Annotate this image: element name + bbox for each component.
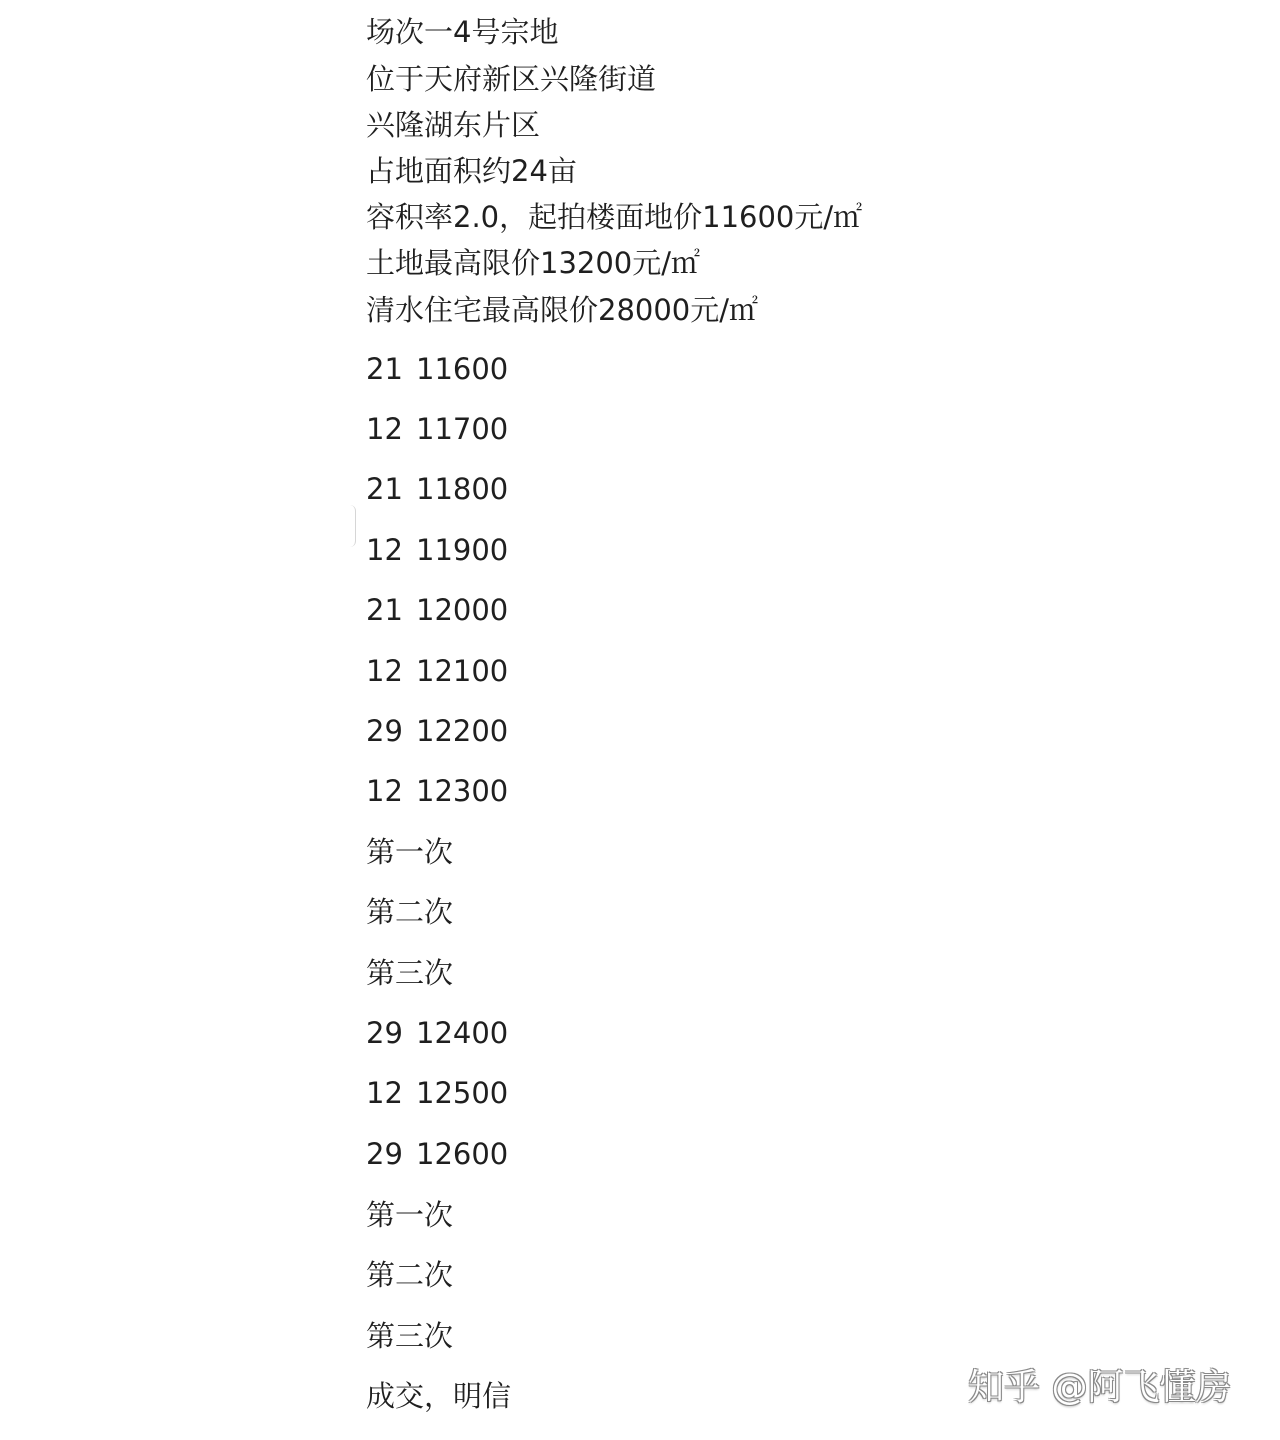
call-second: 第二次 bbox=[366, 895, 454, 929]
call-third: 第三次 bbox=[366, 1319, 454, 1353]
bid-price: 11700 bbox=[416, 412, 509, 446]
call-first: 第一次 bbox=[366, 1198, 454, 1232]
bid-row bbox=[366, 471, 508, 507]
parcel-size: 占地面积约24亩 bbox=[366, 154, 577, 188]
bid-row bbox=[366, 532, 508, 568]
bid-price: 12500 bbox=[416, 1076, 509, 1110]
call-third: 第三次 bbox=[366, 956, 454, 990]
parcel-housing-cap: 清水住宅最高限价28000元/㎡ bbox=[366, 293, 759, 327]
bid-price: 12000 bbox=[416, 593, 509, 627]
call-first: 第一次 bbox=[366, 835, 454, 869]
zhihu-watermark: 知乎 @阿飞懂房 bbox=[968, 1367, 1232, 1408]
bid-paddle: 29 bbox=[366, 1016, 403, 1050]
deal-result: 成交，明信 bbox=[366, 1379, 512, 1413]
bid-paddle: 12 bbox=[366, 654, 403, 688]
bid-row bbox=[366, 1075, 508, 1111]
bid-paddle: 21 bbox=[366, 352, 403, 386]
bid-row bbox=[366, 592, 508, 628]
bid-row bbox=[366, 351, 508, 387]
bid-paddle: 12 bbox=[366, 533, 403, 567]
bid-paddle: 29 bbox=[366, 1137, 403, 1171]
bid-row bbox=[366, 773, 508, 809]
bid-row bbox=[366, 653, 508, 689]
bid-price: 11600 bbox=[416, 352, 509, 386]
bid-row bbox=[366, 411, 508, 447]
bid-price: 12600 bbox=[416, 1137, 509, 1171]
bid-paddle: 21 bbox=[366, 593, 403, 627]
bid-price: 11800 bbox=[416, 472, 509, 506]
parcel-title: 场次一4号宗地 bbox=[366, 15, 559, 49]
call-second: 第二次 bbox=[366, 1258, 454, 1292]
parcel-land-cap: 土地最高限价13200元/㎡ bbox=[366, 246, 701, 280]
bid-price: 12400 bbox=[416, 1016, 509, 1050]
bid-paddle: 12 bbox=[366, 774, 403, 808]
parcel-location: 位于天府新区兴隆街道 bbox=[366, 62, 657, 96]
bid-row bbox=[366, 1015, 508, 1051]
bid-paddle: 12 bbox=[366, 1076, 403, 1110]
bid-price: 12200 bbox=[416, 714, 509, 748]
bid-price: 11900 bbox=[416, 533, 509, 567]
bid-paddle: 21 bbox=[366, 472, 403, 506]
bid-paddle: 12 bbox=[366, 412, 403, 446]
divider-mark bbox=[345, 505, 356, 547]
bid-row bbox=[366, 713, 508, 749]
bid-price: 12300 bbox=[416, 774, 509, 808]
parcel-area: 兴隆湖东片区 bbox=[366, 108, 541, 142]
bid-paddle: 29 bbox=[366, 714, 403, 748]
bid-row bbox=[366, 1136, 508, 1172]
parcel-floor-price: 容积率2.0，起拍楼面地价11600元/㎡ bbox=[366, 200, 863, 234]
bid-price: 12100 bbox=[416, 654, 509, 688]
